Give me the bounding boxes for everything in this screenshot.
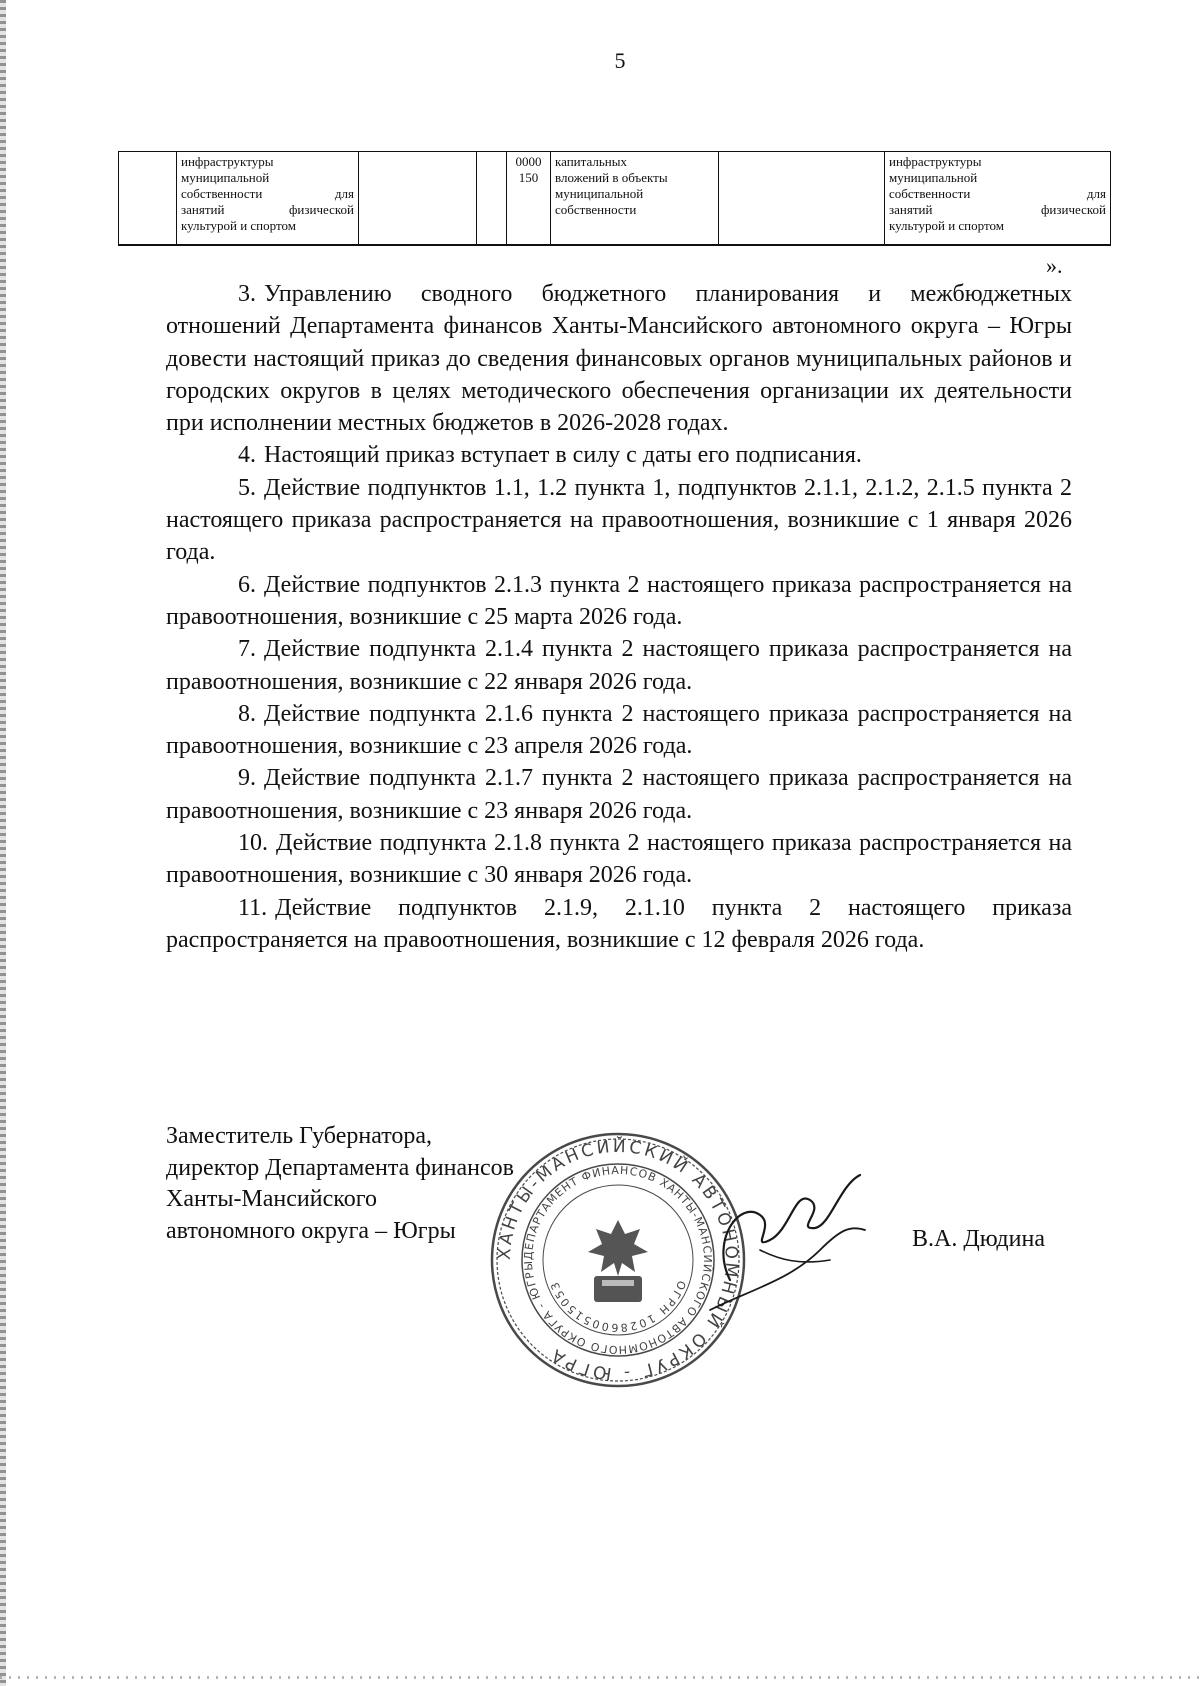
svg-text:ДЕПАРТАМЕНТ ФИНАНСОВ ХАНТЫ-МАН: ДЕПАРТАМЕНТ ФИНАНСОВ ХАНТЫ-МАНСИЙСКОГО АВТОНОМНОГО ОКРУГА - ЮГРЫ xyxy=(521,1163,715,1357)
table-cell-name: инфраструктуры муниципальной собственности для занятий физической культурой и спортом xyxy=(177,152,359,246)
table-cell-empty xyxy=(719,152,885,246)
signer-position: Заместитель Губернатора, директор Департамента финансов Ханты-Мансийского автономного округа – Югры xyxy=(166,1123,514,1244)
paragraph-4: 4. Настоящий приказ вступает в силу с даты его подписания. xyxy=(238,442,862,469)
table-cell-empty xyxy=(477,152,507,246)
paragraph-6: 6. Действие подпунктов 2.1.3 пункта 2 настоящего приказа распространяется на правоотношения, возникшие с 25 марта 2026 года. xyxy=(166,571,1072,630)
order-body xyxy=(166,278,1072,956)
scan-bottom-artifact xyxy=(0,1676,1200,1679)
paragraph-9: 9. Действие подпункта 2.1.7 пункта 2 настоящего приказа распространяется на правоотношения, возникшие с 23 января 2026 года. xyxy=(166,765,1072,824)
table-cell-purpose: капитальных вложений в объекты муниципальной собственности xyxy=(551,152,719,246)
page-number: 5 xyxy=(614,48,626,73)
paragraph-11: 11. Действие подпунктов 2.1.9, 2.1.10 пункта 2 настоящего приказа распространяется на правоотношения, возникшие с 12 февраля 2026 года. xyxy=(166,894,1072,953)
table-cell-number xyxy=(119,152,177,246)
table-cell-code: 0000 150 xyxy=(507,152,551,246)
svg-text:ОГРН 1028600515053: ОГРН 1028600515053 xyxy=(547,1278,689,1335)
budget-table-fragment xyxy=(118,151,1111,246)
closing-quote: ». xyxy=(1046,253,1063,278)
svg-text:ХАНТЫ-МАНСИЙСКИЙ АВТОНОМНЫЙ ОК: ХАНТЫ-МАНСИЙСКИЙ АВТОНОМНЫЙ ОКРУГ - ЮГРА xyxy=(494,1136,742,1384)
paragraph-7: 7. Действие подпункта 2.1.4 пункта 2 настоящего приказа распространяется на правоотношения, возникшие с 22 января 2026 года. xyxy=(166,636,1072,695)
paragraph-8: 8. Действие подпункта 2.1.6 пункта 2 настоящего приказа распространяется на правоотношения, возникшие с 23 апреля 2026 года. xyxy=(166,700,1072,760)
scan-edge-artifact xyxy=(0,0,6,1686)
paragraph-10: 10. Действие подпункта 2.1.8 пункта 2 настоящего приказа распространяется на правоотношения, возникшие с 30 января 2026 года. xyxy=(166,830,1072,889)
table-row xyxy=(119,152,1111,246)
paragraph-5: 5. Действие подпунктов 1.1, 1.2 пункта 1, подпунктов 2.1.1, 2.1.2, 2.1.5 пункта 2 настоящего приказа распространяется на правоотношения, возникшие с 1 января 2026 года. xyxy=(166,474,1072,566)
handwritten-signature-icon xyxy=(700,1170,870,1320)
table-cell-empty xyxy=(359,152,477,246)
paragraph-3: 3. Управлению сводного бюджетного планирования и межбюджетных отношений Департамента финансов Ханты-Мансийского автономного округа – Югры довести настоящий приказ до сведения финансовых органов муниципальных районов и городских округов в целях методического обеспечения организации их деятельности при исполнении местных бюджетов в 2026-2028 годах. xyxy=(166,281,1072,437)
table-cell-result: инфраструктуры муниципальной собственности для занятий физической культурой и спортом xyxy=(885,152,1111,246)
signatory-name: В.А. Дюдина xyxy=(912,1226,1045,1252)
